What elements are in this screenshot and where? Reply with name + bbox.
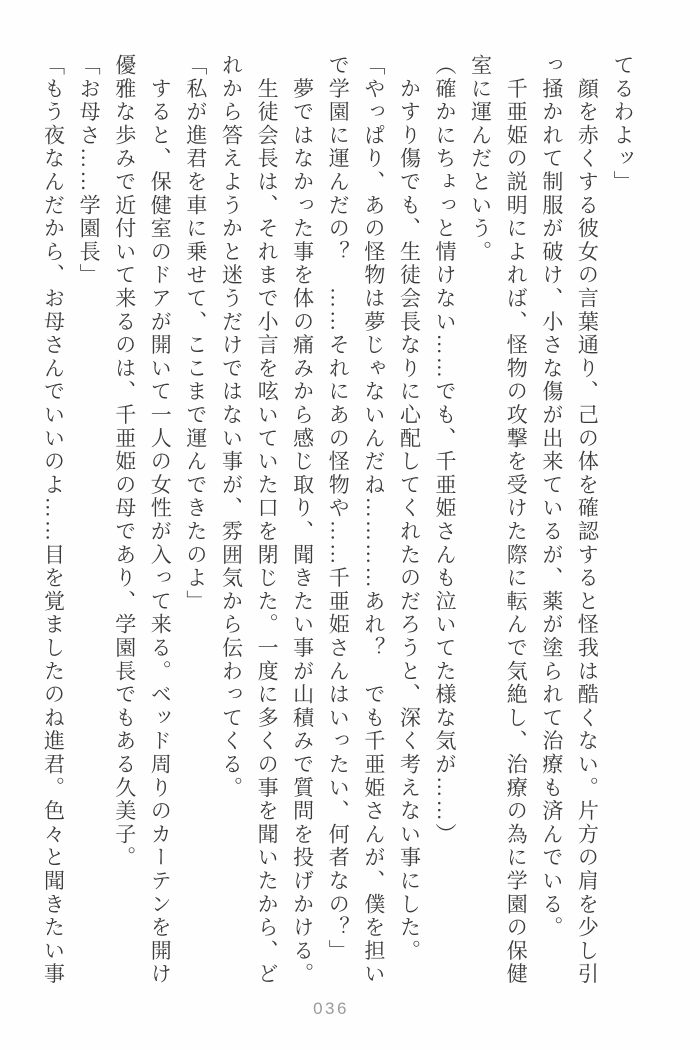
text-column-06: （確かにちょっと情けない……でも、千亜姫さんも泣いてた様な気が……） <box>433 54 458 847</box>
text-column-08: 「やっぱり、あの怪物は夢じゃないんだね…………あれ？ でも千亜姫さんが、僕を担い <box>361 54 386 986</box>
text-column-10: 夢ではなかった事を体の痛みから感じ取り、聞きたい事が山積みで質問を投げかける。 <box>290 54 315 986</box>
page-number: 036 <box>313 999 349 1018</box>
text-column-02: 顔を赤くする彼女の言葉通り、己の体を確認すると怪我は酷くない。片方の肩を少し引 <box>575 54 600 986</box>
text-column-16: 「お母さ……学園長」 <box>77 54 102 287</box>
text-column-09: で学園に運んだの？ ……それにあの怪物や……千亜姫さんはいったい、何者なの？」 <box>326 54 351 963</box>
text-column-11: 生徒会長は、それまで小言を呟いていた口を閉じた。一度に多くの事を聞いたから、ど <box>255 54 280 986</box>
vertical-text-block <box>34 54 640 1006</box>
text-column-14: すると、保健室のドアが開いて一人の女性が入って来る。ベッド周りのカーテンを開け <box>148 54 173 986</box>
text-column-13: 「私が進君を車に乗せて、ここまで運んできたのよ」 <box>183 54 208 614</box>
text-column-01: てるわよッ」 <box>611 54 635 194</box>
text-column-17: 「もう夜なんだから、お母さんでいいのよ……目を覚ましたのね進君。色々と聞きたい事 <box>41 54 66 986</box>
text-column-15: 優雅な歩みで近付いて来るのは、千亜姫の母であり、学園長でもある久美子。 <box>112 54 137 870</box>
text-column-05: 室に運んだという。 <box>468 54 493 264</box>
text-column-12: れから答えようかと迷うだけではない事が、雰囲気から伝わってくる。 <box>219 54 244 800</box>
text-column-03: っ掻かれて制服が破け、小さな傷が出来ているが、薬が塗られて治療も済んでいる。 <box>539 54 564 940</box>
text-column-07: かすり傷でも、生徒会長なりに心配してくれたのだろうと、深く考えない事にした。 <box>397 54 422 963</box>
text-column-04: 千亜姫の説明によれば、怪物の攻撃を受けた際に転んで気絶し、治療の為に学園の保健 <box>504 54 529 986</box>
